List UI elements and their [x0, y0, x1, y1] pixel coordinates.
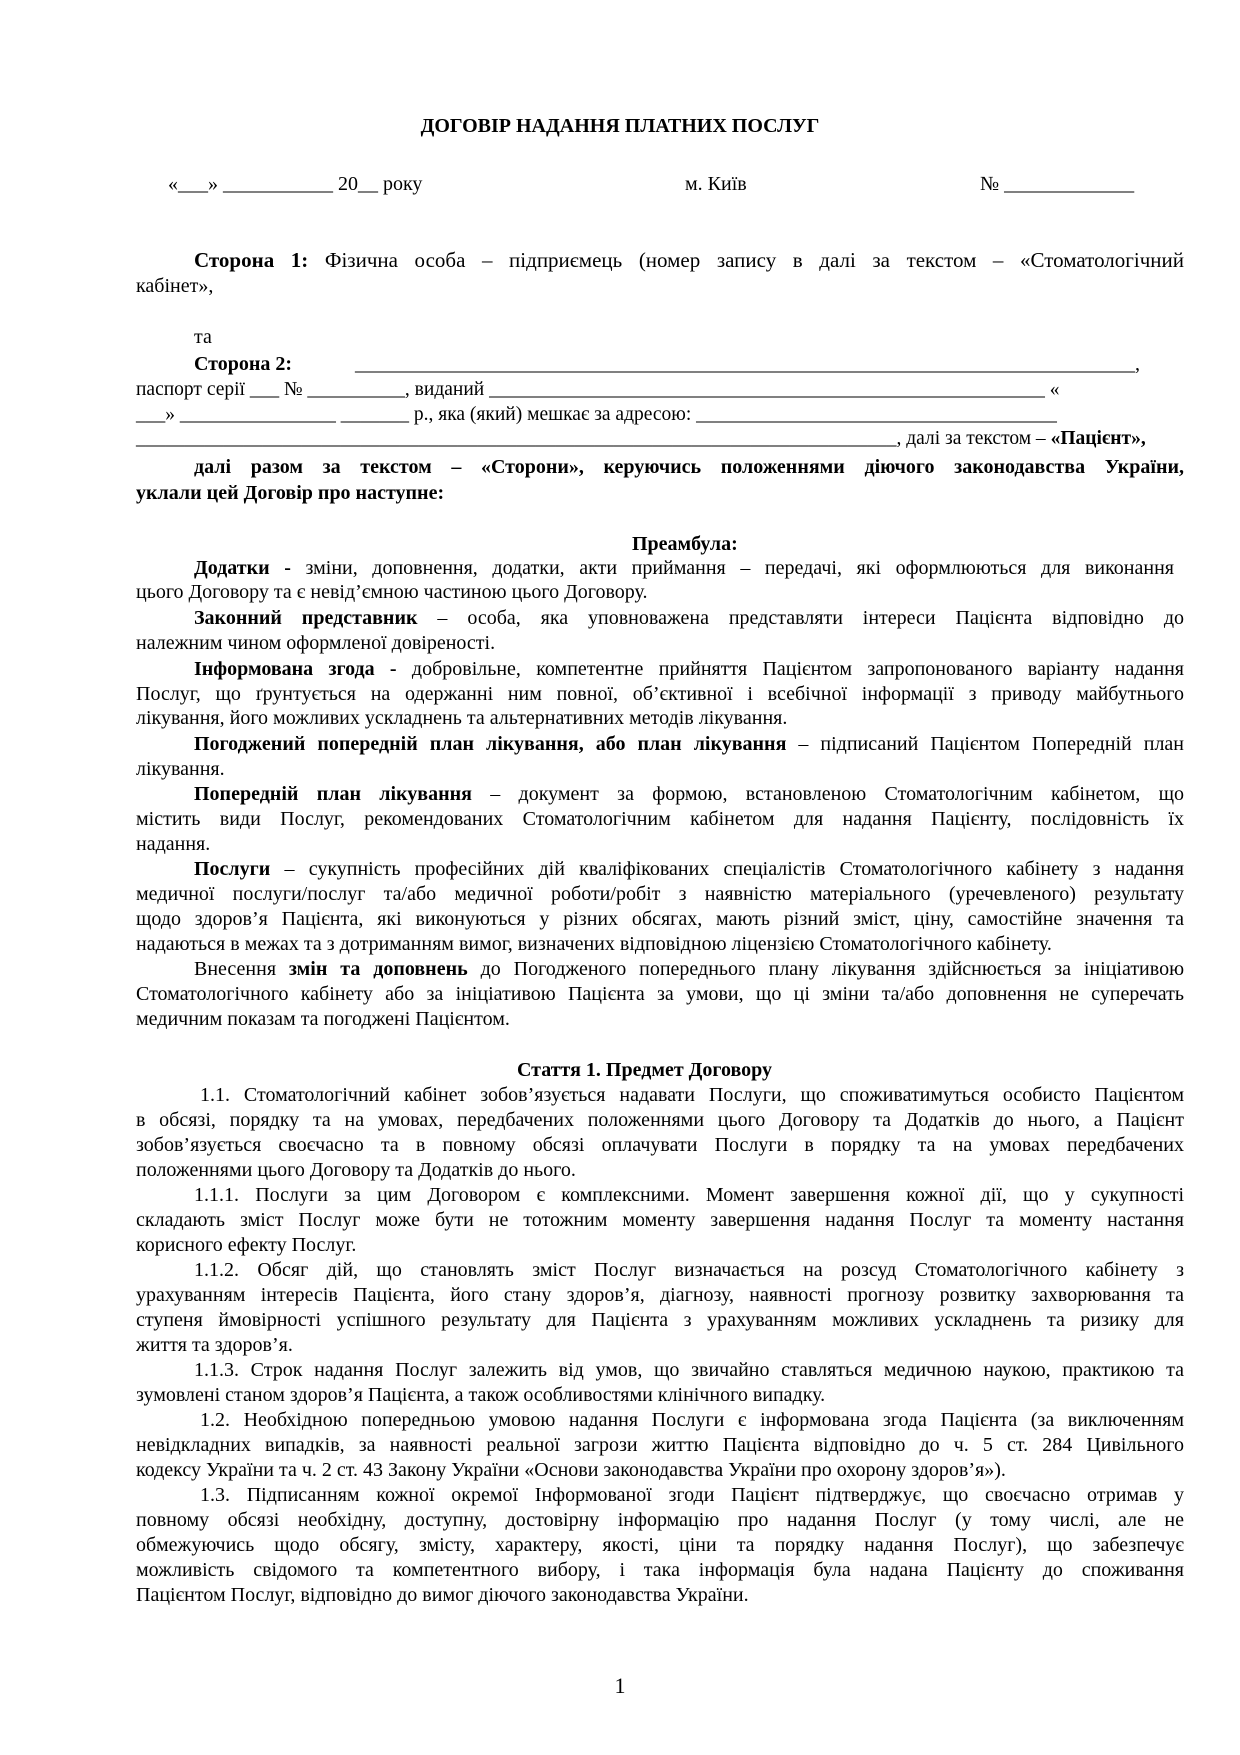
def-zgoda-l2: Послуг, що ґрунтується на одержанні ним повної, об’єктивної і всебічної інформації з приводу майбутнього	[136, 683, 1184, 705]
def-posluhy-l3: щодо здоров’я Пацієнта, які виконуються у різних обсягах, мають різний зміст, ціну, самостійне значення та	[136, 908, 1184, 930]
def-posluhy: Послуги – сукупність професійних дій кваліфікованих спеціалістів Стоматологічного кабінету з надання	[194, 858, 1184, 880]
intro-line2: уклали цей Договір про наступне:	[136, 482, 445, 504]
clause-1-2-l2: невідкладних випадків, за наявності реальної загрози життю Пацієнта відповідно до ч. 5 ст. 284 Цивільного	[136, 1434, 1184, 1456]
clause-1-1-1-l3: корисного ефекту Послуг.	[136, 1234, 357, 1256]
preamble-heading: Преамбула:	[632, 533, 738, 555]
def-zakonnyi-l2: належним чином оформленої довіреності.	[136, 632, 496, 654]
clause-1-3-l4: можливість свідомого та компетентного вибору, і така інформація була надана Пацієнту до споживання	[136, 1559, 1184, 1581]
clause-1-1-l3: зобов’язується своєчасно та в повному обсязі оплачувати Послуги в порядку та на умовах передбачених	[136, 1134, 1184, 1156]
clause-1-3-l2: повному обсязі необхідну, доступну, достовірну інформацію про надання Послуг (у тому числі, але не	[136, 1509, 1184, 1531]
clause-1-3-l5: Пацієнтом Послуг, відповідно до вимог діючого законодавства України.	[136, 1584, 749, 1606]
party2-name-blank: ______________________________________________________________________________,	[355, 353, 1140, 375]
clause-1-1-2-l4: життя та здоров’я.	[136, 1334, 293, 1356]
vnesennia-l2: Стоматологічного кабінету або за ініціативою Пацієнта за умови, що ці зміни та/або доповнення не суперечать	[136, 983, 1184, 1005]
def-dodatky-l2: цього Договору та є невід’ємною частиною цього Договору.	[136, 581, 648, 603]
clause-1-1-2: 1.1.2. Обсяг дій, що становлять зміст Послуг визначається на розсуд Стоматологічного кабінету з	[194, 1259, 1184, 1281]
clause-1-1-l2: в обсязі, порядку та на умовах, передбачених положеннями цього Договору та Додатків до нього, а Пацієнт	[136, 1109, 1184, 1131]
party1-line2: кабінет»,	[136, 275, 214, 297]
city-label: м. Київ	[685, 173, 747, 195]
def-poperednii: Попередній план лікування – документ за формою, встановленою Стоматологічним кабінетом, що	[194, 783, 1185, 805]
def-pogodzhenyi: Погоджений попередній план лікування, або план лікування – підписаний Пацієнтом Попередній план	[194, 733, 1184, 755]
clause-1-1-3: 1.1.3. Строк надання Послуг залежить від умов, що звичайно ставляться медичною наукою, практикою та	[194, 1359, 1184, 1381]
clause-1-1-3-l2: зумовлені станом здоров’я Пацієнта, а також особливостями клінічного випадку.	[136, 1384, 826, 1406]
clause-1-1-1: 1.1.1. Послуги за цим Договором є комплексними. Момент завершення кожної дії, що у сукупності	[194, 1184, 1184, 1206]
def-zgoda: Інформована згода - добровільне, компетентне прийняття Пацієнтом запропонованого варіанту надання	[194, 658, 1184, 680]
article1-heading: Стаття 1. Предмет Договору	[517, 1059, 773, 1081]
clause-1-2: 1.2. Необхідною попередньою умовою надання Послуги є інформована згода Пацієнта (за виключенням	[200, 1409, 1184, 1431]
party2-passport-line: паспорт серії ___ № __________, виданий _________________________________________________________ «	[136, 379, 1060, 400]
clause-1-3-l3: обмежуючись щодо обсягу, змісту, характеру, якості, ціни та порядку надання Послуг), що забезпечує	[136, 1534, 1184, 1556]
clause-1-1-l4: положеннями цього Договору та Додатків до нього.	[136, 1159, 576, 1181]
page-number: 1	[614, 1673, 626, 1698]
def-dodatky: Додатки - зміни, доповнення, додатки, акти приймання – передачі, які оформлюються для виконання	[194, 557, 1174, 579]
vnesennia-paragraph: Внесення змін та доповнень до Погодженого попереднього плану лікування здійснюється за ініціативою	[194, 958, 1185, 980]
party1-text: Фізична особа – підприємець (номер запису в далі за текстом – «Стоматологічний	[308, 248, 1184, 272]
clause-1-1: 1.1. Стоматологічний кабінет зобов’язується надавати Послуги, що споживатимуться особисто Пацієнтом	[200, 1084, 1184, 1106]
party2-address-line: ___» ________________ _______ р., яка (який) мешкає за адресою: _____________________________________	[136, 404, 1057, 425]
party1-line	[194, 248, 1184, 272]
def-zakonnyi: Законний представник – особа, яка уповноважена представляти інтереси Пацієнта відповідно до	[194, 607, 1184, 629]
party2-label: Сторона 2:	[194, 353, 293, 375]
and-label: та	[194, 326, 212, 348]
def-poperednii-l2: містить види Послуг, рекомендованих Стоматологічним кабінетом для надання Пацієнту, послідовність їх	[136, 808, 1184, 830]
document-title: ДОГОВІР НАДАННЯ ПЛАТНИХ ПОСЛУГ	[420, 115, 820, 137]
date-field: «___» ___________ 20__ року	[168, 173, 423, 195]
party2-patient-line: ______________________________________________________________________________, далі за текстом – «Пацієнт»,	[136, 428, 1146, 449]
clause-1-1-2-l2: урахуванням інтересів Пацієнта, його стану здоров’я, діагнозу, наявності прогнозу розвитку захворювання та	[136, 1284, 1184, 1306]
clause-1-3: 1.3. Підписанням кожної окремої Інформованої згоди Пацієнт підтверджує, що своєчасно отримав у	[200, 1484, 1184, 1506]
clause-1-1-2-l3: ступеня ймовірності успішного результату для Пацієнта з урахуванням можливих ускладнень та ризику для	[136, 1309, 1184, 1331]
def-pogodzhenyi-l2: лікування.	[136, 758, 225, 780]
def-poperednii-l3: надання.	[136, 833, 211, 855]
contract-number-field: № _____________	[980, 173, 1135, 195]
def-posluhy-l2: медичної послуги/послуг та/або медичної роботи/робіт з наявністю матеріального (уречевленого) результату	[136, 883, 1184, 905]
clause-1-2-l3: кодексу України та ч. 2 ст. 43 Закону України «Основи законодавства України про охорону здоров’я»).	[136, 1459, 1006, 1481]
clause-1-1-1-l2: складають зміст Послуг може бути не тотожним моменту завершення надання Послуг та моменту настання	[136, 1209, 1184, 1231]
def-zgoda-l3: лікування, його можливих ускладнень та альтернативних методів лікування.	[136, 707, 788, 729]
def-posluhy-l4: надаються в межах та з дотриманням вимог, визначених відповідною ліцензією Стоматологічного кабінету.	[136, 933, 1052, 955]
party1-label: Сторона 1:	[194, 248, 309, 272]
vnesennia-l3: медичним показам та погоджені Пацієнтом.	[136, 1008, 510, 1030]
intro-line1: далі разом за текстом – «Сторони», керуючись положеннями діючого законодавства України,	[194, 456, 1184, 478]
